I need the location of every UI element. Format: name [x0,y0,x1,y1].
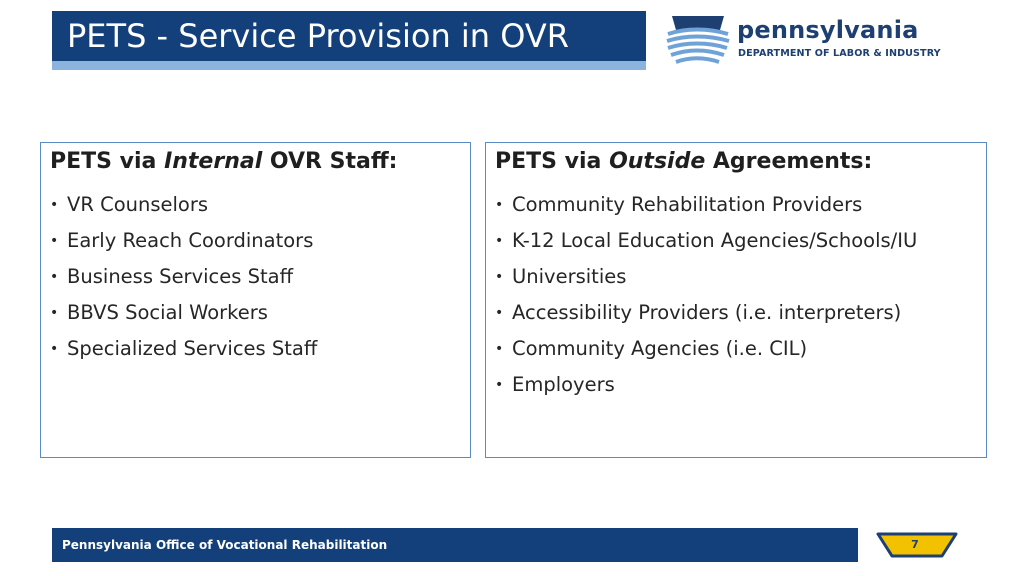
bullet-icon: • [495,377,504,393]
bullet-icon: • [50,197,59,213]
list-item-label: Community Agencies (i.e. CIL) [512,337,808,360]
bullet-icon: • [495,233,504,249]
bullet-icon: • [495,305,504,321]
list-item [486,191,917,227]
list-item-label: Business Services Staff [67,265,294,288]
bullet-icon: • [50,233,59,249]
page-number: 7 [911,538,919,551]
keystone-logo-icon [664,10,732,68]
list-item [486,335,917,371]
list-item [41,299,317,335]
pa-logo [664,10,984,70]
footer-bar [52,528,858,562]
list-item-label: K-12 Local Education Agencies/Schools/IU [512,229,918,252]
list-item-label: Employers [512,373,615,396]
list-item [486,299,917,335]
logo-department: DEPARTMENT OF LABOR & INDUSTRY [738,48,941,59]
list-item [486,263,917,299]
heading-emphasis: Outside [609,149,706,174]
list-item [41,227,317,263]
heading-prefix: PETS via [495,149,610,174]
list-item [486,371,917,407]
list-item [41,263,317,299]
slide-title: PETS - Service Provision in OVR [67,17,569,55]
list-item-label: Universities [512,265,627,288]
internal-panel-heading [50,147,397,177]
outside-agreements-panel [485,142,987,458]
list-item-label: BBVS Social Workers [67,301,268,324]
list-item-label: Accessibility Providers (i.e. interpreters) [512,301,902,324]
heading-suffix: Agreements: [705,149,873,174]
internal-staff-list [41,191,317,371]
bullet-icon: • [50,269,59,285]
title-bar [52,11,646,61]
logo-state-name: pennsylvania [737,16,919,44]
footer-org-name: Pennsylvania Office of Vocational Rehabilitation [62,538,388,552]
list-item-label: Early Reach Coordinators [67,229,314,252]
list-item-label: VR Counselors [67,193,209,216]
internal-staff-panel [40,142,471,458]
page-number-badge [858,528,972,562]
list-item [41,191,317,227]
list-item [41,335,317,371]
bullet-icon: • [50,305,59,321]
heading-suffix: OVR Staff: [262,149,398,174]
title-underline [52,61,646,70]
outside-agreements-list [486,191,917,407]
bullet-icon: • [495,341,504,357]
list-item-label: Specialized Services Staff [67,337,318,360]
outside-panel-heading [495,147,872,177]
heading-prefix: PETS via [50,149,165,174]
heading-emphasis: Internal [164,149,263,174]
bullet-icon: • [495,197,504,213]
list-item [486,227,917,263]
list-item-label: Community Rehabilitation Providers [512,193,863,216]
bullet-icon: • [495,269,504,285]
bullet-icon: • [50,341,59,357]
